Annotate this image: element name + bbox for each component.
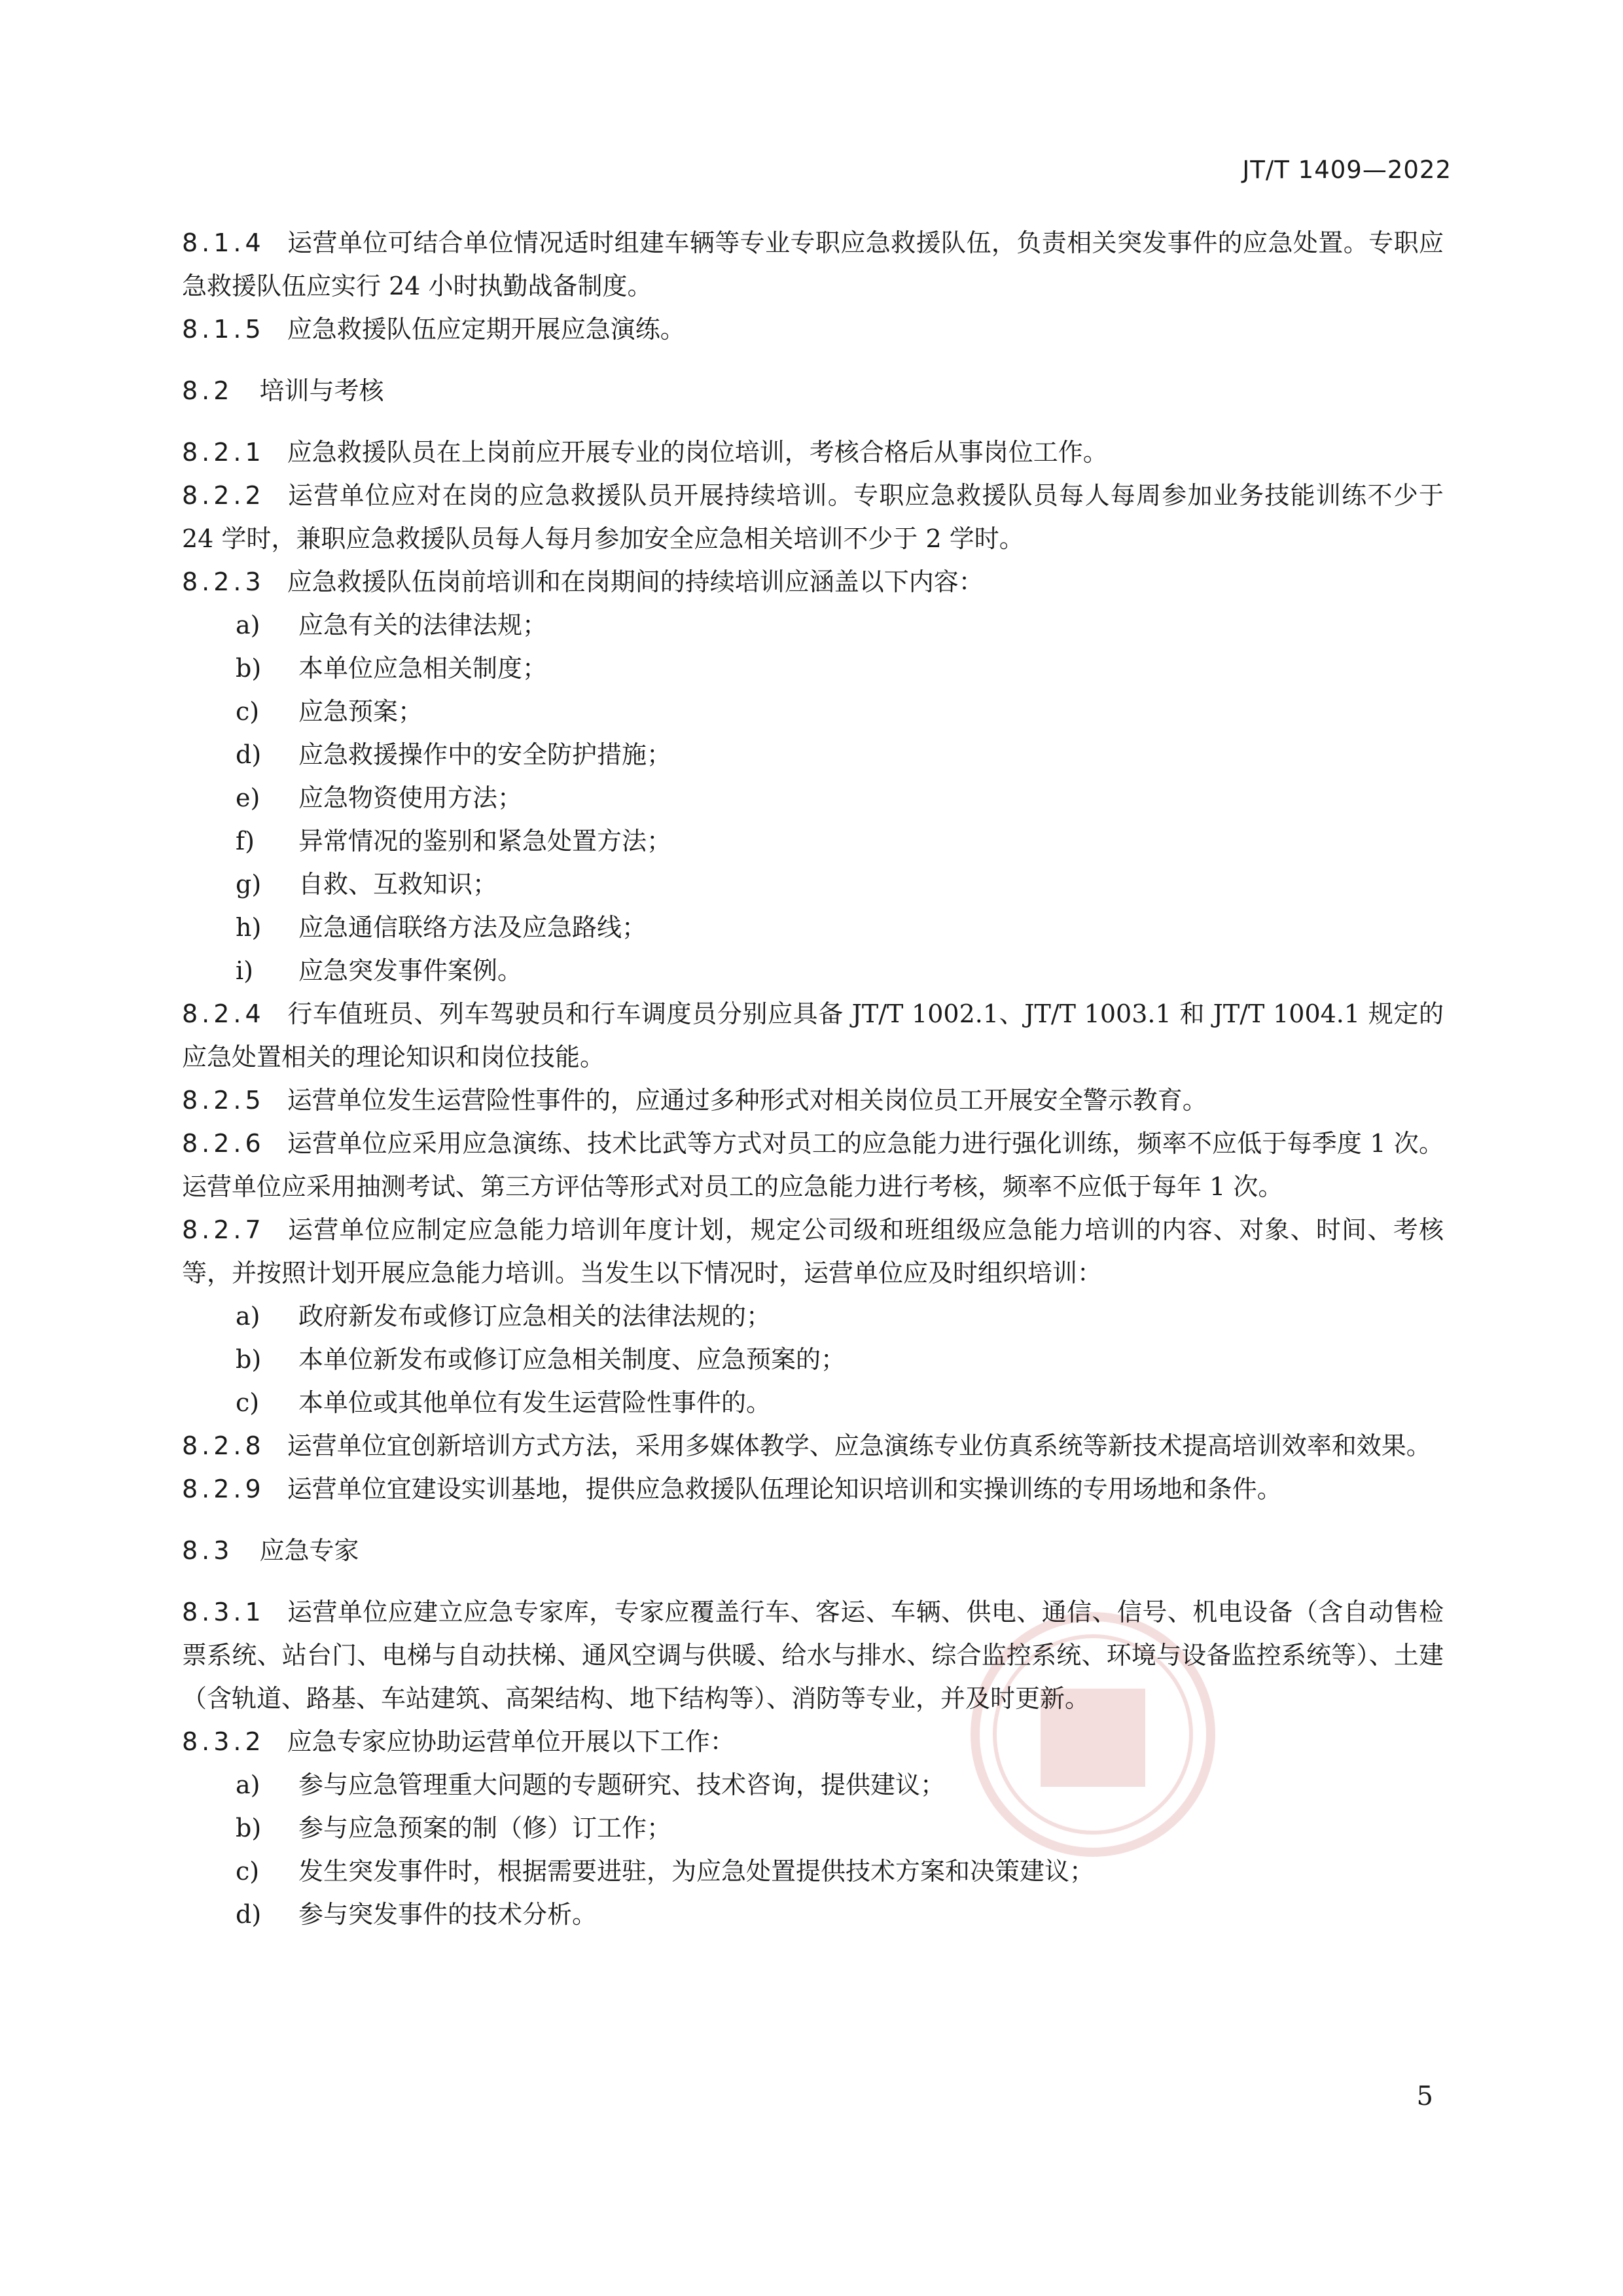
clause-text: 应急救援队员在上岗前应开展专业的岗位培训，考核合格后从事岗位工作。 [287,438,1108,467]
clause-number: 8.3.1 [182,1598,265,1626]
list-item-label: e) [236,783,260,812]
clause-number: 8.1.5 [182,315,265,344]
list-item [236,690,1444,733]
list-item [236,1381,1444,1424]
list-item-text: 应急突发事件案例。 [298,956,523,985]
list-item-label: c) [236,1857,260,1886]
section-number: 8.3 [182,1536,234,1565]
clause-text: 运营单位可结合单位情况适时组建车辆等专业专职应急救援队伍，负责相关突发事件的应急处置。专职应急救援队伍应实行 24 小时执勤战备制度。 [182,228,1444,300]
list-item [236,1338,1444,1381]
list-item [236,819,1444,863]
list-item-label: d) [236,740,262,769]
clause-text: 运营单位发生运营险性事件的，应通过多种形式对相关岗位员工开展安全警示教育。 [287,1086,1207,1115]
list-item-label: c) [236,1388,260,1417]
list-item [236,1893,1444,1936]
list-item-label: f) [236,827,255,855]
standard-code: JT/T 1409—2022 [1242,156,1452,184]
list-item-label: g) [236,870,262,899]
list-item [236,733,1444,776]
clause-text: 运营单位应对在岗的应急救援队员开展持续培训。专职应急救援队员每人每周参加业务技能训练不少于 24 学时，兼职应急救援队员每人每月参加安全应急相关培训不少于 2 学时。 [182,481,1444,553]
list-item-label: c) [236,697,260,726]
list-item-text: 自救、互救知识； [298,870,498,899]
clause-paragraph [182,1590,1444,1720]
clause-paragraph [182,1208,1444,1295]
document-body [182,221,1444,1936]
clause-text: 应急救援队伍岗前培训和在岗期间的持续培训应涵盖以下内容： [287,567,984,596]
list-item-text: 异常情况的鉴别和紧急处置方法； [298,827,672,855]
list-item-label: i) [236,956,253,985]
list-item-text: 政府新发布或修订应急相关的法律法规的； [298,1302,772,1331]
section-title: 应急专家 [259,1536,359,1565]
list-item [236,776,1444,819]
list-item-label: b) [236,654,262,683]
section-number: 8.2 [182,376,234,405]
clause-number: 8.2.1 [182,438,265,467]
list-item-text: 应急救援操作中的安全防护措施； [298,740,672,769]
clause-paragraph [182,1467,1444,1511]
clause-paragraph [182,1079,1444,1122]
list-item-text: 参与应急管理重大问题的专题研究、技术咨询，提供建议； [298,1770,946,1799]
clause-paragraph [182,1424,1444,1467]
list-item-text: 应急有关的法律法规； [298,611,548,639]
clause-number: 8.2.9 [182,1475,265,1503]
clause-number: 8.2.4 [182,999,265,1028]
clause-number: 8.2.7 [182,1215,265,1244]
list-item-text: 本单位或其他单位有发生运营险性事件的。 [298,1388,772,1417]
list-item-text: 应急通信联络方法及应急路线； [298,913,647,942]
list-item-text: 应急物资使用方法； [298,783,523,812]
section-heading [182,1529,1444,1572]
list-item-label: b) [236,1814,262,1842]
list-item [236,603,1444,647]
list-item [236,949,1444,992]
clause-number: 8.2.3 [182,567,265,596]
clause-number: 8.3.2 [182,1727,265,1756]
list-item-label: a) [236,1302,260,1331]
clause-number: 8.1.4 [182,228,265,257]
clause-text: 运营单位应建立应急专家库，专家应覆盖行车、客运、车辆、供电、通信、信号、机电设备（含自动售检票系统、站台门、电梯与自动扶梯、通风空调与供暖、给水与排水、综合监控系统、环境与设备监控系统等）、土建（含轨道、路基、车站建筑、高架结构、地下结构等）、消防等专业，并及时更新。 [182,1598,1444,1713]
list-item-label: b) [236,1345,262,1374]
list-item [236,1763,1444,1806]
clause-paragraph [182,1720,1444,1763]
list-item [236,647,1444,690]
clause-text: 运营单位应制定应急能力培训年度计划，规定公司级和班组级应急能力培训的内容、对象、时间、考核等，并按照计划开展应急能力培训。当发生以下情况时，运营单位应及时组织培训： [182,1215,1444,1287]
list-item-label: d) [236,1900,262,1929]
page-number: 5 [1416,2081,1433,2111]
clause-text: 运营单位宜建设实训基地，提供应急救援队伍理论知识培训和实操训练的专用场地和条件。 [287,1475,1282,1503]
list-item-text: 参与突发事件的技术分析。 [298,1900,597,1929]
clause-text: 应急专家应协助运营单位开展以下工作： [287,1727,735,1756]
clause-text: 行车值班员、列车驾驶员和行车调度员分别应具备 JT/T 1002.1、JT/T 1003.1 和 JT/T 1004.1 规定的应急处置相关的理论知识和岗位技能。 [182,999,1444,1071]
list-item-text: 发生突发事件时，根据需要进驻，为应急处置提供技术方案和决策建议； [298,1857,1095,1886]
clause-number: 8.2.8 [182,1431,265,1460]
list-item-text: 本单位应急相关制度； [298,654,548,683]
clause-number: 8.2.5 [182,1086,265,1115]
list-item [236,863,1444,906]
list-item-text: 本单位新发布或修订应急相关制度、应急预案的； [298,1345,846,1374]
clause-number: 8.2.6 [182,1129,265,1158]
clause-number: 8.2.2 [182,481,265,510]
list-item-text: 应急预案； [298,697,423,726]
clause-paragraph [182,308,1444,351]
section-heading [182,369,1444,412]
clause-paragraph [182,221,1444,308]
clause-text: 运营单位宜创新培训方式方法，采用多媒体教学、应急演练专业仿真系统等新技术提高培训效率和效果。 [287,1431,1431,1460]
section-title: 培训与考核 [259,376,384,405]
list-item [236,1295,1444,1338]
list-item-label: a) [236,1770,260,1799]
clause-text: 应急救援队伍应定期开展应急演练。 [287,315,685,344]
clause-paragraph [182,431,1444,474]
list-item [236,906,1444,949]
list-item [236,1806,1444,1850]
list-item-text: 参与应急预案的制（修）订工作； [298,1814,672,1842]
clause-paragraph [182,560,1444,603]
list-item-label: a) [236,611,260,639]
list-item [236,1850,1444,1893]
clause-text: 运营单位应采用应急演练、技术比武等方式对员工的应急能力进行强化训练，频率不应低于每季度 1 次。运营单位应采用抽测考试、第三方评估等形式对员工的应急能力进行考核，频率不应低于每年 1 次。 [182,1129,1444,1201]
clause-paragraph [182,474,1444,560]
list-item-label: h) [236,913,262,942]
clause-paragraph [182,1122,1444,1208]
clause-paragraph [182,992,1444,1079]
